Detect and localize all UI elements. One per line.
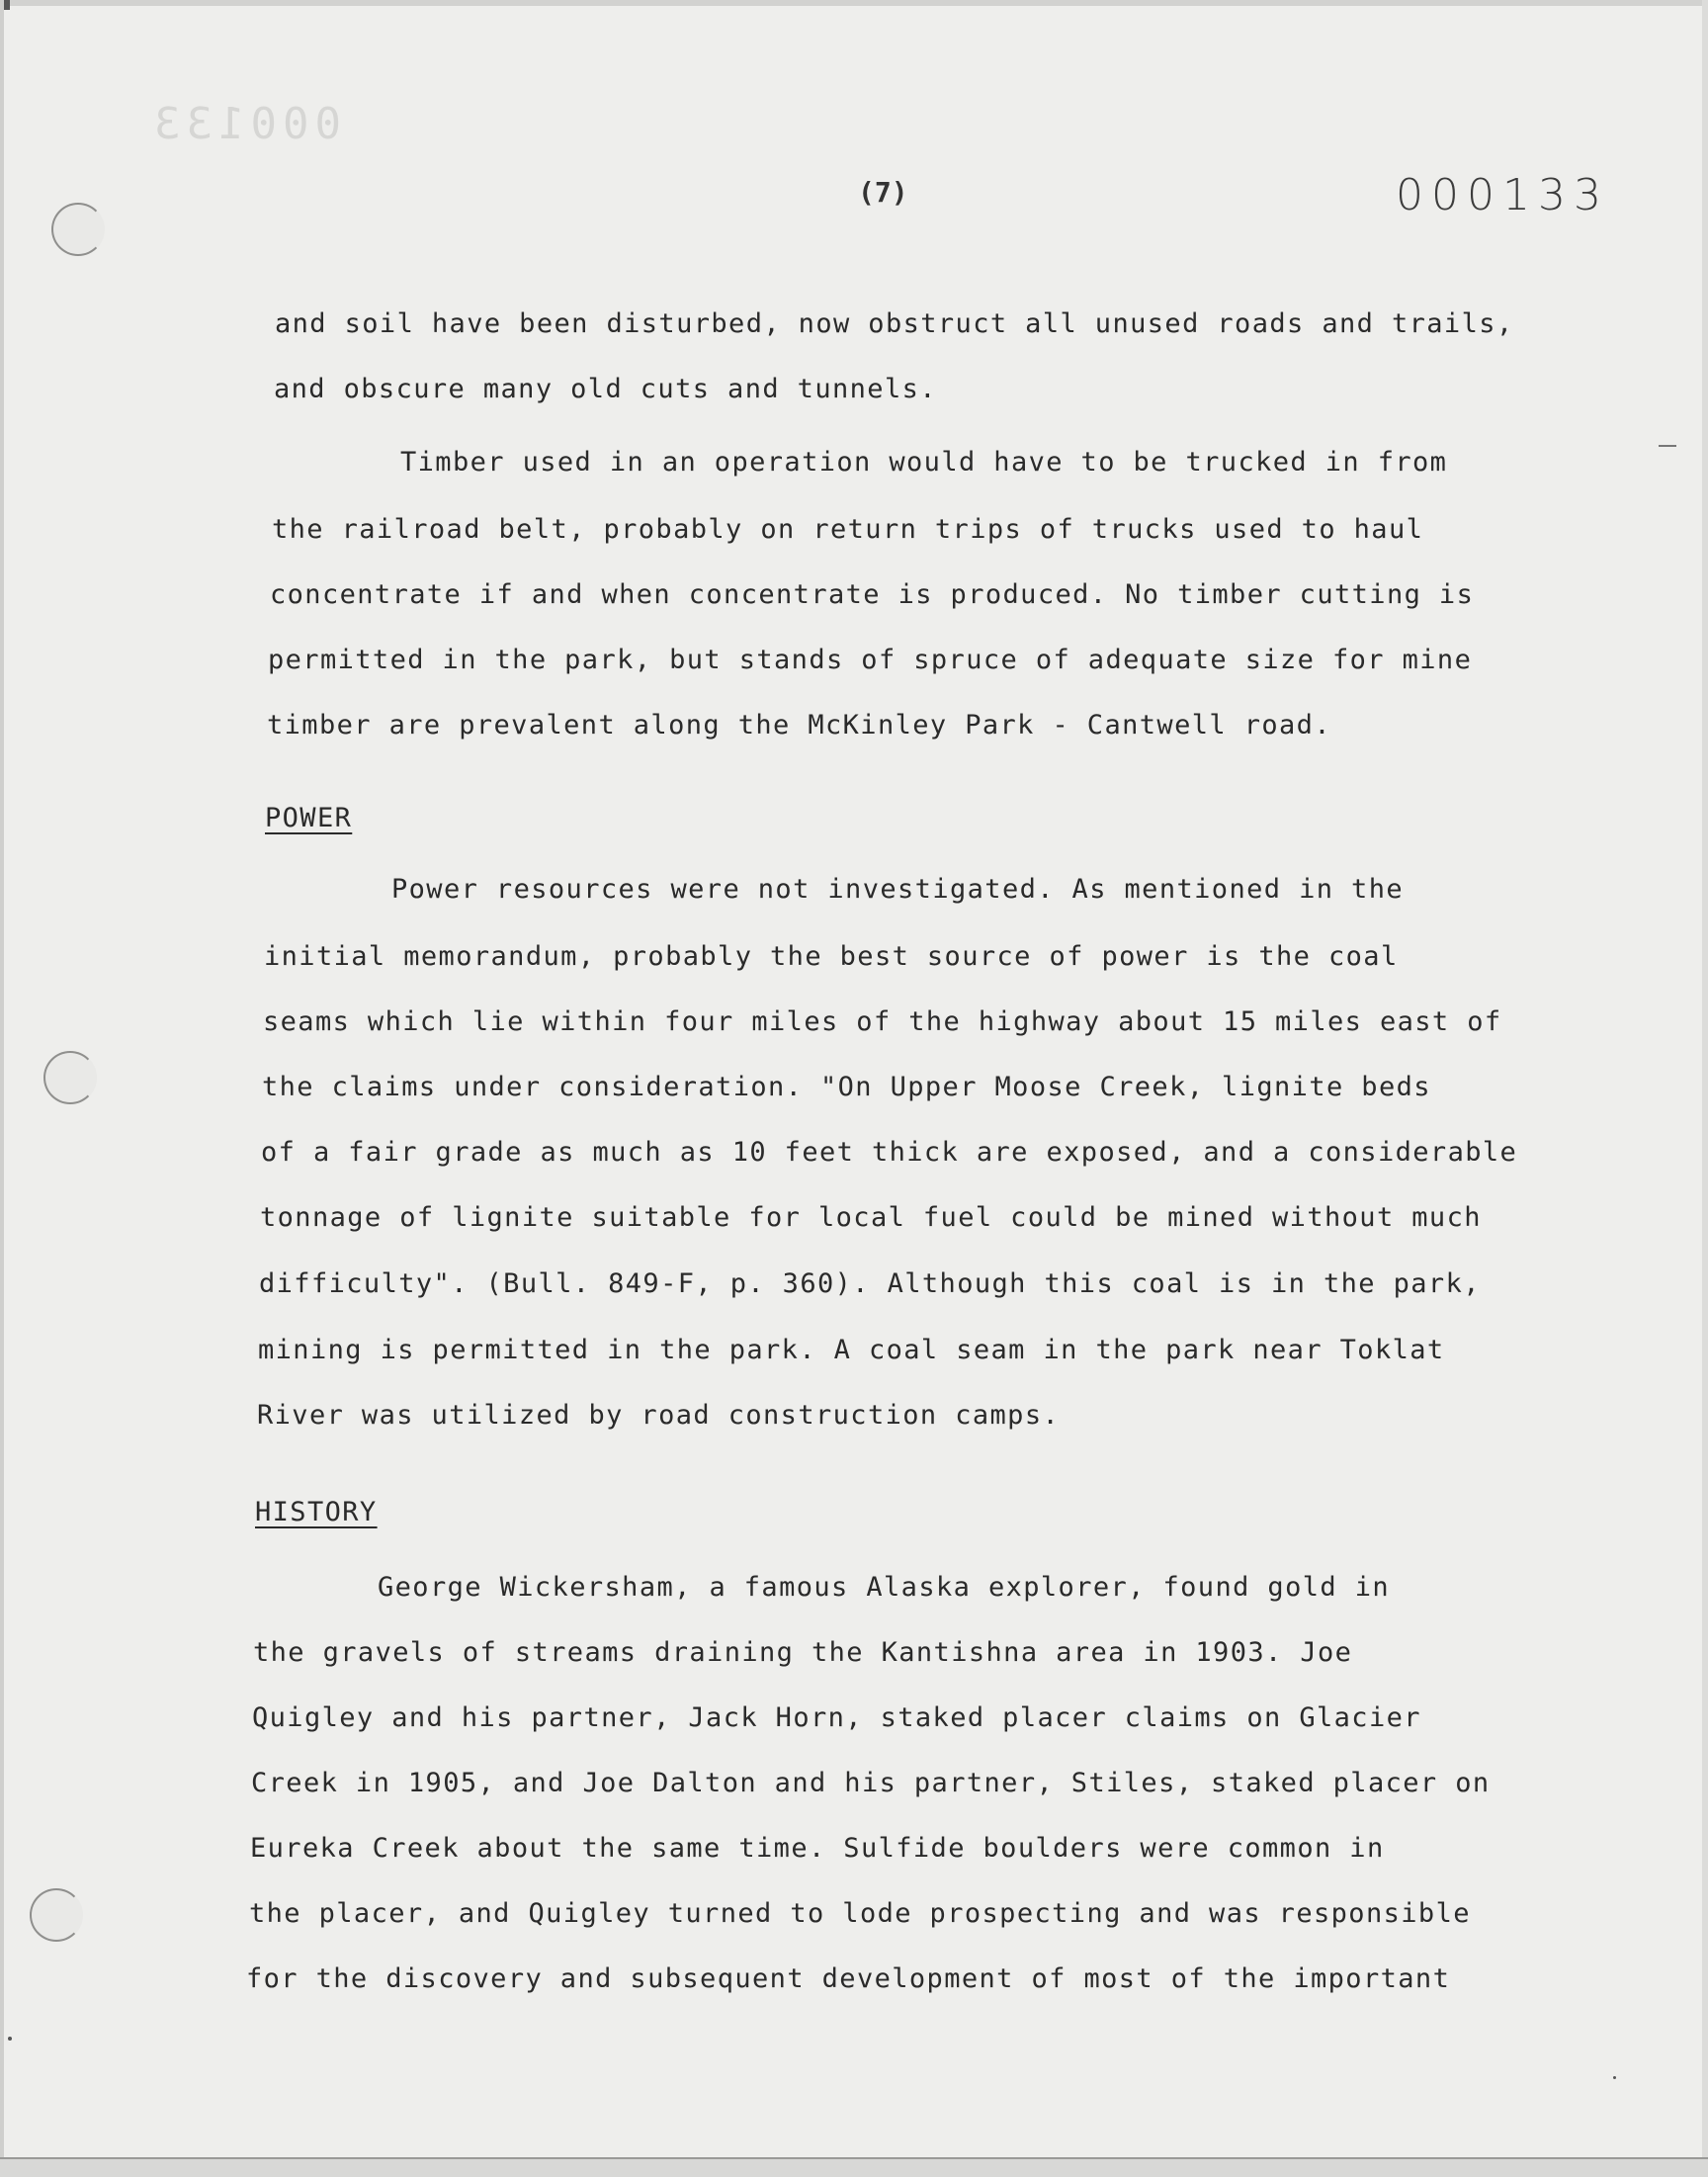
page-edge-top (0, 0, 1708, 6)
body-line: and obscure many old cuts and tunnels. (274, 374, 937, 404)
body-line: initial memorandum, probably the best source of power is the coal (264, 941, 1399, 972)
bleed-through-number: 000133 (148, 99, 341, 149)
body-line: the gravels of streams draining the Kantishna area in 1903. Joe (253, 1637, 1353, 1668)
body-line: seams which lie within four miles of the highway about 15 miles east of (263, 1006, 1502, 1037)
body-line: the railroad belt, probably on return trips of trucks used to haul (272, 514, 1424, 545)
body-line: for the discovery and subsequent development of most of the important (246, 1963, 1451, 1994)
body-line: permitted in the park, but stands of spruce of adequate size for mine (268, 645, 1473, 675)
body-line: Creek in 1905, and Joe Dalton and his partner, Stiles, staked placer on (251, 1768, 1491, 1798)
page-edge-left (0, 0, 4, 2175)
body-line: timber are prevalent along the McKinley Park - Cantwell road. (267, 710, 1331, 740)
punch-hole (43, 1051, 97, 1104)
margin-mark (1659, 445, 1676, 447)
body-line: Quigley and his partner, Jack Horn, staked placer claims on Glacier (252, 1702, 1421, 1733)
body-line: Timber used in an operation would have to be trucked in from (400, 447, 1448, 478)
punch-hole (30, 1888, 83, 1942)
page-edge-bottom (0, 2157, 1708, 2177)
page-edge-right (1702, 0, 1708, 2175)
section-heading-history: HISTORY (255, 1497, 378, 1527)
scan-speck (8, 2037, 12, 2041)
punch-hole (51, 203, 105, 256)
page-number: (7) (858, 176, 908, 209)
body-line: mining is permitted in the park. A coal seam in the park near Toklat (258, 1335, 1445, 1365)
document-number: 000133 (1396, 170, 1609, 220)
body-line: concentrate if and when concentrate is produced. No timber cutting is (270, 579, 1475, 610)
body-line: the placer, and Quigley turned to lode prospecting and was responsible (249, 1898, 1471, 1929)
body-line: and soil have been disturbed, now obstruct all unused roads and trails, (275, 308, 1514, 339)
body-line: of a fair grade as much as 10 feet thick are exposed, and a considerable (261, 1137, 1518, 1168)
body-line: difficulty". (Bull. 849-F, p. 360). Although this coal is in the park, (259, 1268, 1481, 1299)
body-line: Eureka Creek about the same time. Sulfide boulders were common in (250, 1833, 1385, 1864)
scan-speck (1613, 2076, 1616, 2079)
body-line: the claims under consideration. "On Upper Moose Creek, lignite beds (262, 1072, 1431, 1102)
section-heading-power: POWER (265, 803, 353, 833)
body-line: Power resources were not investigated. As mentioned in the (391, 874, 1405, 905)
body-line: River was utilized by road construction camps. (257, 1400, 1061, 1431)
scan-speck (4, 0, 10, 10)
body-line: George Wickersham, a famous Alaska explorer, found gold in (378, 1572, 1391, 1603)
body-line: tonnage of lignite suitable for local fuel could be mined without much (260, 1202, 1482, 1233)
